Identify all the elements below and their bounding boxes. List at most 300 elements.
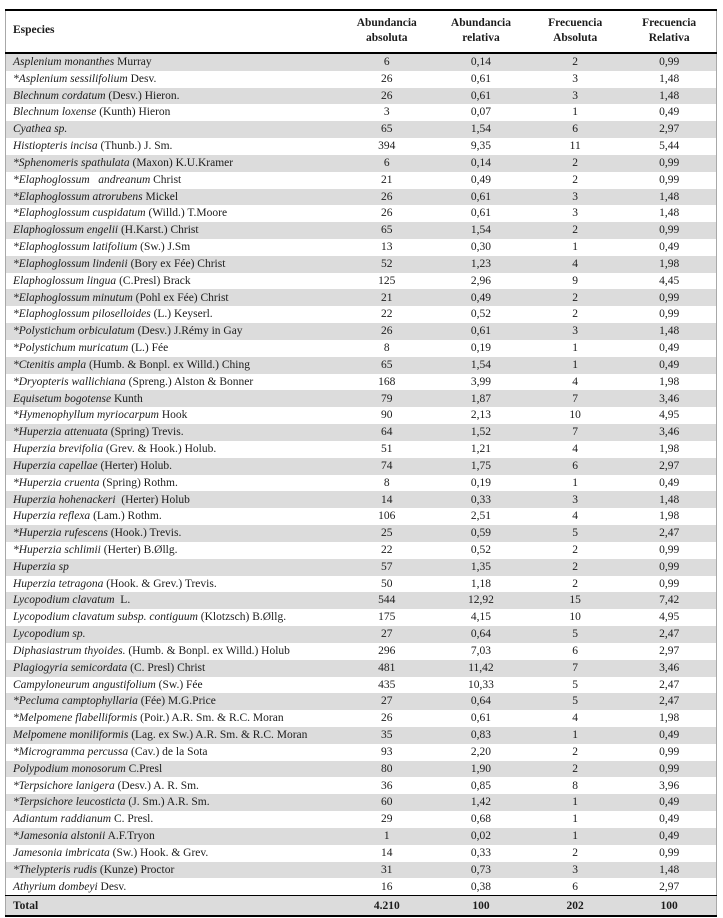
abundancia-absoluta-cell: 51 (381, 443, 393, 456)
species-name: *Huperzia cruenta (13, 476, 100, 489)
table-row (6, 374, 717, 391)
species-cell (6, 222, 340, 239)
table-row (6, 508, 717, 525)
species-cell (6, 508, 340, 525)
species-authority: (Willd.) T.Moore (145, 207, 228, 220)
frecuencia-relativa-cell: 1,48 (659, 863, 680, 876)
table-row (6, 71, 717, 88)
species-name: Cyathea sp. (13, 123, 68, 136)
table-row (6, 693, 717, 710)
frecuencia-absoluta-cell: 5 (572, 695, 579, 708)
frecuencia-relativa-cell: 2,47 (659, 678, 680, 691)
abundancia-absoluta-cell: 26 (381, 72, 393, 85)
abundancia-absoluta-cell: 14 (381, 846, 393, 859)
species-name: Athyrium dombeyi (13, 880, 98, 893)
abundancia-absoluta-cell: 21 (381, 173, 393, 186)
abundancia-absoluta-cell: 21 (381, 291, 393, 304)
species-name: Adiantum raddianum (13, 813, 112, 826)
table-row (6, 121, 717, 138)
table-row (6, 559, 717, 576)
frecuencia-relativa-cell: 3,96 (659, 779, 680, 792)
species-name: *Melpomene flabelliformis (13, 712, 138, 725)
header-line: Absoluta (553, 31, 598, 44)
species-name: Blechnum cordatum (13, 89, 106, 102)
species-cell (6, 256, 340, 273)
species-name: *Elaphoglossum cuspidatum (13, 207, 146, 220)
abundancia-absoluta-cell: 26 (381, 89, 393, 102)
species-name: *Jamesonia alstonii (13, 830, 106, 843)
abundancia-absoluta-cell: 175 (378, 611, 396, 624)
species-name: *Huperzia rufescens (13, 527, 108, 540)
abundancia-relativa-cell: 2,13 (470, 409, 492, 422)
table-body (6, 53, 717, 896)
abundancia-relativa-cell: 1,54 (470, 224, 492, 237)
frecuencia-relativa-cell: 1,48 (659, 89, 680, 102)
frecuencia-absoluta-cell: 3 (572, 863, 579, 876)
species-authority: (Sw.) Hook. & Grev. (109, 846, 209, 859)
species-name: Asplenium monanthes (13, 55, 115, 68)
abundancia-relativa-cell: 0,85 (470, 779, 492, 792)
abundancia-absoluta-cell: 80 (381, 762, 393, 775)
species-cell (6, 323, 340, 340)
abundancia-relativa-cell: 1,23 (470, 257, 492, 270)
species-authority: (C.Presl) Brack (116, 274, 191, 287)
total-frecuencia-absoluta: 202 (528, 896, 622, 917)
species-authority: (Hook. & Grev.) Trevis. (103, 577, 217, 590)
header-abundancia-absoluta (340, 10, 434, 53)
frecuencia-absoluta-cell: 3 (572, 493, 579, 506)
species-authority: (Hook.) Trevis. (107, 527, 182, 540)
table-row (6, 289, 717, 306)
abundancia-absoluta-cell: 394 (378, 140, 396, 153)
frecuencia-absoluta-cell: 2 (572, 745, 579, 758)
abundancia-relativa-cell: 1,54 (470, 358, 492, 371)
species-cell (6, 811, 340, 828)
frecuencia-relativa-cell: 1,48 (659, 190, 680, 203)
abundancia-relativa-cell: 9,35 (470, 140, 492, 153)
species-name: *Elaphoglossum lindenii (13, 257, 128, 270)
species-authority: (J. Sm.) A.R. Sm. (125, 796, 210, 809)
frecuencia-absoluta-cell: 10 (569, 611, 581, 624)
abundancia-absoluta-cell: 26 (381, 325, 393, 338)
species-cell (6, 727, 340, 744)
species-authority: (Spring) Rothm. (99, 476, 178, 489)
frecuencia-relativa-cell: 1,48 (659, 493, 680, 506)
frecuencia-absoluta-cell: 2 (572, 308, 579, 321)
abundancia-absoluta-cell: 22 (381, 543, 393, 556)
header-frecuencia-absoluta (528, 10, 622, 53)
species-authority: (L.) Keyserl. (150, 308, 213, 321)
frecuencia-absoluta-cell: 5 (572, 628, 579, 641)
abundancia-relativa-cell: 0,30 (470, 241, 492, 254)
species-cell (6, 794, 340, 811)
frecuencia-absoluta-cell: 1 (572, 476, 579, 489)
frecuencia-relativa-cell: 0,49 (659, 342, 680, 355)
species-authority: (Kunth) Hieron (96, 106, 171, 119)
species-name: *Thelypteris rudis (13, 863, 98, 876)
frecuencia-relativa-cell: 3,46 (659, 426, 680, 439)
frecuencia-absoluta-cell: 1 (572, 830, 579, 843)
species-name: *Huperzia attenuata (13, 426, 108, 439)
frecuencia-relativa-cell: 0,49 (659, 813, 680, 826)
species-authority: (Lag. ex Sw.) A.R. Sm. & R.C. Moran (128, 729, 308, 742)
species-cell (6, 71, 340, 88)
abundancia-relativa-cell: 0,73 (470, 863, 492, 876)
species-name: *Ctenitis ampla (13, 358, 87, 371)
table-row (6, 475, 717, 492)
frecuencia-absoluta-cell: 9 (572, 274, 579, 287)
abundancia-relativa-cell: 0,19 (470, 476, 492, 489)
frecuencia-absoluta-cell: 2 (572, 762, 579, 775)
frecuencia-absoluta-cell: 4 (572, 257, 579, 270)
frecuencia-relativa-cell: 7,42 (659, 594, 680, 607)
abundancia-relativa-cell: 0,02 (470, 830, 492, 843)
frecuencia-absoluta-cell: 3 (572, 207, 579, 220)
frecuencia-relativa-cell: 1,48 (659, 72, 680, 85)
abundancia-relativa-cell: 1,18 (470, 577, 492, 590)
abundancia-relativa-cell: 0,61 (470, 712, 492, 725)
frecuencia-absoluta-cell: 2 (572, 846, 579, 859)
table-row (6, 340, 717, 357)
species-cell (6, 357, 340, 374)
frecuencia-relativa-cell: 1,98 (659, 257, 680, 270)
species-name: Histiopteris incisa (13, 140, 98, 153)
species-name: Huperzia tetragona (13, 577, 104, 590)
species-cell (6, 559, 340, 576)
abundancia-relativa-cell: 0,14 (470, 55, 492, 68)
species-authority: (Desv.) Hieron. (105, 89, 180, 102)
species-cell (6, 306, 340, 323)
abundancia-relativa-cell: 10,33 (468, 678, 494, 691)
species-cell (6, 626, 340, 643)
species-cell (6, 660, 340, 677)
abundancia-relativa-cell: 0,64 (470, 695, 492, 708)
abundancia-absoluta-cell: 8 (383, 476, 390, 489)
frecuencia-relativa-cell: 2,97 (659, 123, 680, 136)
frecuencia-relativa-cell: 3,46 (659, 392, 680, 405)
table-row (6, 390, 717, 407)
species-cell (6, 643, 340, 660)
total-abundancia-absoluta: 4.210 (340, 896, 434, 917)
species-authority: (Spring) Trevis. (107, 426, 184, 439)
frecuencia-absoluta-cell: 1 (572, 729, 579, 742)
table-row (6, 306, 717, 323)
abundancia-relativa-cell: 0,61 (470, 72, 492, 85)
species-authority: (Lam.) Rothm. (90, 510, 162, 523)
frecuencia-absoluta-cell: 15 (569, 594, 581, 607)
species-cell (6, 189, 340, 206)
abundancia-absoluta-cell: 22 (381, 308, 393, 321)
abundancia-absoluta-cell: 52 (381, 257, 393, 270)
abundancia-absoluta-cell: 90 (381, 409, 393, 422)
frecuencia-relativa-cell: 0,99 (659, 55, 680, 68)
table-row (6, 744, 717, 761)
abundancia-relativa-cell: 4,15 (470, 611, 492, 624)
table-row (6, 273, 717, 290)
frecuencia-absoluta-cell: 3 (572, 325, 579, 338)
species-cell (6, 761, 340, 778)
species-authority: (C. Presl) Christ (127, 661, 206, 674)
species-cell (6, 289, 340, 306)
header-line: absoluta (365, 31, 408, 44)
table-row (6, 862, 717, 879)
species-cell (6, 53, 340, 71)
frecuencia-absoluta-cell: 1 (572, 106, 579, 119)
frecuencia-relativa-cell: 4,95 (659, 409, 680, 422)
frecuencia-relativa-cell: 1,98 (659, 443, 680, 456)
frecuencia-relativa-cell: 0,99 (659, 560, 680, 573)
table-row (6, 239, 717, 256)
species-authority: Mickel (142, 190, 179, 203)
frecuencia-relativa-cell: 2,97 (659, 880, 680, 893)
total-frecuencia-relativa: 100 (622, 896, 716, 917)
species-authority: (Desv.) J.Rémy in Gay (134, 325, 243, 338)
abundancia-relativa-cell: 0,33 (470, 493, 492, 506)
species-name: Campyloneurum angustifolium (13, 678, 156, 691)
frecuencia-relativa-cell: 0,99 (659, 762, 680, 775)
species-cell (6, 138, 340, 155)
species-authority: (Kunze) Proctor (97, 863, 175, 876)
table-row (6, 205, 717, 222)
abundancia-relativa-cell: 0,83 (470, 729, 492, 742)
table-row (6, 256, 717, 273)
species-authority: (Poir.) A.R. Sm. & R.C. Moran (137, 712, 284, 725)
frecuencia-absoluta-cell: 2 (572, 156, 579, 169)
frecuencia-absoluta-cell: 2 (572, 224, 579, 237)
species-name: *Polystichum muricatum (13, 342, 129, 355)
abundancia-absoluta-cell: 3 (383, 106, 390, 119)
table-footer (6, 896, 717, 917)
table-row (6, 643, 717, 660)
frecuencia-relativa-cell: 1,48 (659, 325, 680, 338)
frecuencia-relativa-cell: 2,47 (659, 628, 680, 641)
frecuencia-absoluta-cell: 7 (572, 392, 579, 405)
species-authority: (Humb. & Bonpl. ex Willd.) Ching (86, 358, 250, 371)
abundancia-relativa-cell: 0,14 (470, 156, 492, 169)
table-row (6, 189, 717, 206)
frecuencia-absoluta-cell: 7 (572, 426, 579, 439)
frecuencia-relativa-cell: 0,49 (659, 729, 680, 742)
abundancia-absoluta-cell: 14 (381, 493, 393, 506)
species-name: Elaphoglossum lingua (13, 274, 117, 287)
header-abundancia-relativa (434, 10, 528, 53)
header-line: Relativa (648, 31, 690, 44)
species-authority: (Herter) Holub (118, 493, 190, 506)
species-cell (6, 542, 340, 559)
species-authority: (Desv.) A. R. Sm. (114, 779, 199, 792)
species-cell (6, 340, 340, 357)
frecuencia-absoluta-cell: 2 (572, 543, 579, 556)
species-name: *Elaphoglossum atrorubens (13, 190, 143, 203)
table-row (6, 660, 717, 677)
species-cell (6, 845, 340, 862)
abundancia-absoluta-cell: 16 (381, 880, 393, 893)
table-row (6, 104, 717, 121)
species-name: *Terpsichore lanigera (13, 779, 115, 792)
abundancia-absoluta-cell: 60 (381, 796, 393, 809)
table-row (6, 677, 717, 694)
abundancia-relativa-cell: 1,75 (470, 459, 492, 472)
frecuencia-relativa-cell: 3,46 (659, 661, 680, 674)
table-row (6, 172, 717, 189)
table-row (6, 491, 717, 508)
species-cell (6, 273, 340, 290)
species-authority: (Spreng.) Alston & Bonner (125, 375, 254, 388)
species-cell (6, 677, 340, 694)
abundancia-absoluta-cell: 36 (381, 779, 393, 792)
frecuencia-absoluta-cell: 2 (572, 577, 579, 590)
species-authority: (Sw.) Fée (155, 678, 203, 691)
frecuencia-absoluta-cell: 1 (572, 342, 579, 355)
species-cell (6, 155, 340, 172)
abundancia-absoluta-cell: 26 (381, 190, 393, 203)
abundancia-relativa-cell: 0,49 (470, 291, 492, 304)
abundancia-relativa-cell: 2,20 (470, 745, 492, 758)
frecuencia-relativa-cell: 0,99 (659, 291, 680, 304)
species-name: Huperzia capellae (13, 459, 98, 472)
table-row (6, 155, 717, 172)
frecuencia-absoluta-cell: 3 (572, 190, 579, 203)
species-abundance-table-container (5, 9, 717, 917)
species-cell (6, 878, 340, 895)
abundancia-relativa-cell: 0,64 (470, 628, 492, 641)
table-row (6, 761, 717, 778)
species-name: *Polystichum orbiculatum (13, 325, 135, 338)
species-authority: Kunth (111, 392, 143, 405)
total-row (6, 896, 717, 917)
species-authority: Christ (150, 173, 182, 186)
table-row (6, 845, 717, 862)
abundancia-absoluta-cell: 125 (378, 274, 396, 287)
frecuencia-absoluta-cell: 4 (572, 375, 579, 388)
abundancia-relativa-cell: 1,42 (470, 796, 492, 809)
species-cell (6, 475, 340, 492)
table-row (6, 542, 717, 559)
frecuencia-absoluta-cell: 7 (572, 661, 579, 674)
species-cell (6, 104, 340, 121)
species-name: *Hymenophyllum myriocarpum (13, 409, 159, 422)
species-cell (6, 525, 340, 542)
abundancia-absoluta-cell: 544 (378, 594, 396, 607)
header-line: Abundancia (356, 17, 417, 29)
species-cell (6, 710, 340, 727)
frecuencia-absoluta-cell: 4 (572, 443, 579, 456)
frecuencia-relativa-cell: 1,98 (659, 375, 680, 388)
species-name: Equisetum bogotense (13, 392, 112, 405)
abundancia-relativa-cell: 0,61 (470, 207, 492, 220)
frecuencia-relativa-cell: 0,49 (659, 796, 680, 809)
species-authority: (Herter) Holub. (97, 459, 173, 472)
abundancia-absoluta-cell: 74 (381, 459, 393, 472)
species-abundance-table (5, 9, 717, 917)
total-abundancia-relativa: 100 (434, 896, 528, 917)
abundancia-relativa-cell: 0,33 (470, 846, 492, 859)
abundancia-absoluta-cell: 65 (381, 224, 393, 237)
abundancia-absoluta-cell: 79 (381, 392, 393, 405)
frecuencia-relativa-cell: 0,99 (659, 156, 680, 169)
abundancia-absoluta-cell: 57 (381, 560, 393, 573)
species-name: *Elaphoglossum andreanum (13, 173, 151, 186)
frecuencia-absoluta-cell: 11 (569, 140, 581, 153)
species-cell (6, 88, 340, 105)
species-name: Polypodium monosorum (13, 762, 126, 775)
species-authority: C.Presl (125, 762, 163, 775)
frecuencia-relativa-cell: 0,99 (659, 577, 680, 590)
abundancia-absoluta-cell: 26 (381, 712, 393, 725)
table-row (6, 53, 717, 71)
abundancia-absoluta-cell: 50 (381, 577, 393, 590)
species-authority: Desv. (97, 880, 127, 893)
species-name: Huperzia brevifolia (13, 443, 103, 456)
abundancia-absoluta-cell: 168 (378, 375, 396, 388)
abundancia-absoluta-cell: 6 (383, 156, 390, 169)
species-name: *Pecluma camptophyllaria (13, 695, 138, 708)
species-cell (6, 777, 340, 794)
species-cell (6, 407, 340, 424)
species-name: Lycopodium clavatum (13, 594, 118, 607)
table-row (6, 626, 717, 643)
abundancia-absoluta-cell: 26 (381, 207, 393, 220)
species-cell (6, 592, 340, 609)
frecuencia-relativa-cell: 2,97 (659, 459, 680, 472)
frecuencia-relativa-cell: 1,98 (659, 712, 680, 725)
header-line: Frecuencia (548, 17, 603, 29)
species-cell (6, 390, 340, 407)
species-authority: (Grev. & Hook.) Holub. (102, 443, 217, 456)
abundancia-absoluta-cell: 65 (381, 123, 393, 136)
species-authority: Hook (158, 409, 188, 422)
species-authority: (Herter) B.Øllg. (100, 543, 178, 556)
abundancia-relativa-cell: 1,54 (470, 123, 492, 136)
species-cell (6, 205, 340, 222)
abundancia-relativa-cell: 0,52 (470, 543, 492, 556)
abundancia-relativa-cell: 0,38 (470, 880, 492, 893)
species-authority: (Maxon) K.U.Kramer (129, 156, 234, 169)
frecuencia-absoluta-cell: 2 (572, 291, 579, 304)
species-name: Lycopodium clavatum subsp. contiguum (13, 611, 198, 624)
table-row (6, 424, 717, 441)
species-authority: Murray (114, 55, 152, 68)
species-cell (6, 862, 340, 879)
frecuencia-relativa-cell: 0,49 (659, 830, 680, 843)
frecuencia-relativa-cell: 0,99 (659, 308, 680, 321)
species-cell (6, 828, 340, 845)
abundancia-absoluta-cell: 64 (381, 426, 393, 439)
species-name: *Huperzia schlimii (13, 543, 101, 556)
species-authority: Desv. (127, 72, 157, 85)
frecuencia-relativa-cell: 4,95 (659, 611, 680, 624)
abundancia-absoluta-cell: 31 (381, 863, 393, 876)
frecuencia-relativa-cell: 4,45 (659, 274, 680, 287)
frecuencia-relativa-cell: 0,99 (659, 543, 680, 556)
species-cell (6, 172, 340, 189)
species-cell (6, 491, 340, 508)
species-name: Elaphoglossum engelii (13, 224, 119, 237)
frecuencia-absoluta-cell: 5 (572, 678, 579, 691)
abundancia-relativa-cell: 0,68 (470, 813, 492, 826)
frecuencia-absoluta-cell: 1 (572, 241, 579, 254)
frecuencia-relativa-cell: 2,97 (659, 644, 680, 657)
species-authority: (Fée) M.G.Price (137, 695, 216, 708)
species-name: Plagiogyria semicordata (13, 661, 128, 674)
abundancia-absoluta-cell: 13 (381, 241, 393, 254)
abundancia-relativa-cell: 1,87 (470, 392, 492, 405)
species-cell (6, 609, 340, 626)
species-name: *Sphenomeris spathulata (13, 156, 130, 169)
species-name: *Dryopteris wallichiana (13, 375, 126, 388)
abundancia-relativa-cell: 0,61 (470, 190, 492, 203)
frecuencia-absoluta-cell: 2 (572, 560, 579, 573)
